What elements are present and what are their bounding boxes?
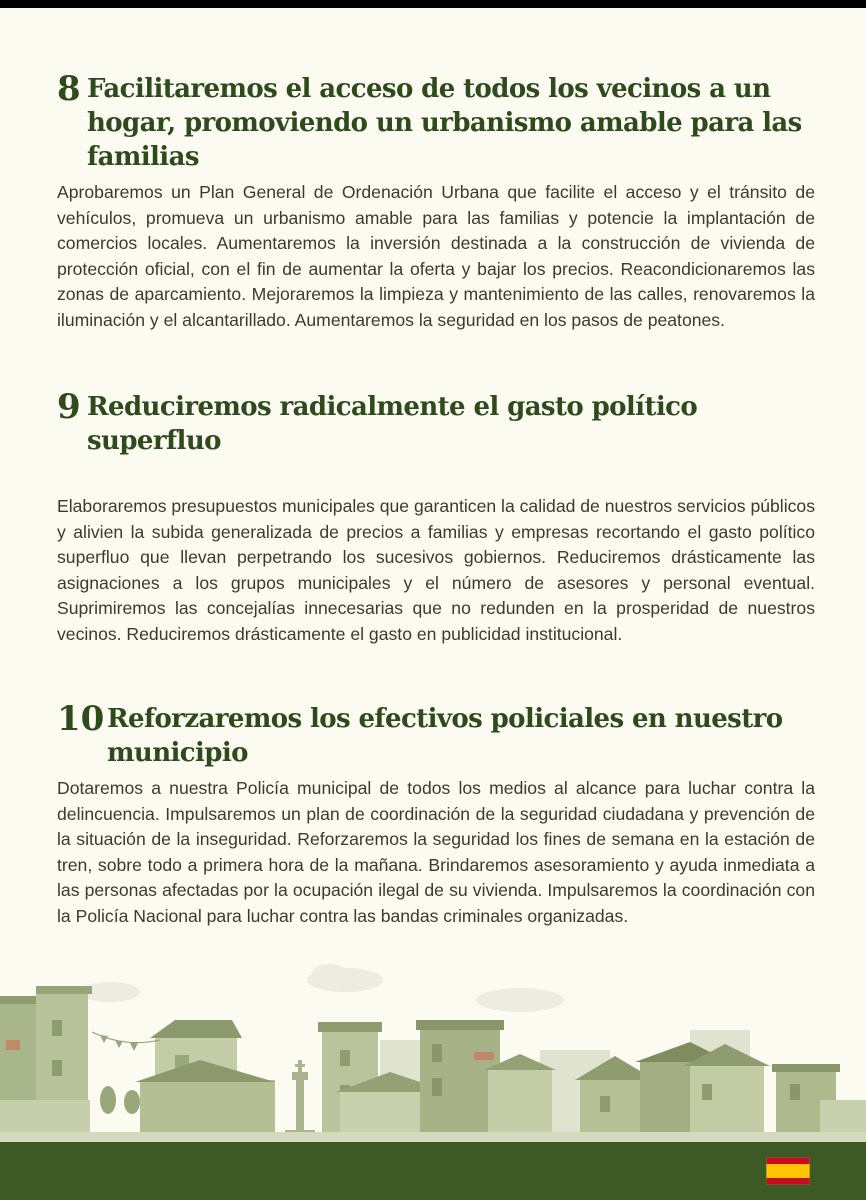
section-body: Dotaremos a nuestra Policía municipal de todos los medios al alcance para luchar contra la delincuencia. Impulsaremos un plan de coordinación de la seguridad ciudadana y prevención de la situación de la inseguridad. Reforzaremos la seguridad los fines de semana en la estación de tren, sobre todo a primera hora de la mañana. Brindaremos asesoramiento y ayuda inmediata a las personas afectadas por la ocupación ilegal de su vivienda. Impulsaremos la coordinación con la Policía Nacional para luchar contra las bandas criminales organizadas.	[57, 778, 815, 926]
section-10	[57, 699, 815, 929]
section-heading	[57, 699, 815, 770]
spain-flag-icon	[766, 1157, 810, 1185]
section-number: 8	[57, 69, 81, 109]
section-number: 10	[57, 699, 105, 739]
building	[416, 1020, 556, 1142]
section-9	[57, 387, 815, 647]
section-title: Facilitaremos el acceso de todos los vecinos a un hogar, promoviendo un urbanismo amable para las familias	[87, 74, 802, 172]
building	[135, 1020, 275, 1142]
section-heading	[57, 69, 815, 174]
section-number: 9	[57, 387, 81, 427]
section-title: Reforzaremos los efectivos policiales en nuestro municipio	[107, 704, 783, 768]
section-heading	[57, 387, 815, 458]
footer-bar	[0, 1142, 866, 1200]
building	[575, 1042, 866, 1142]
section-title: Reduciremos radicalmente el gasto político superfluo	[87, 392, 698, 456]
building	[0, 986, 92, 1142]
city-skyline-illustration	[0, 960, 866, 1142]
section-body: Aprobaremos un Plan General de Ordenación Urbana que facilite el acceso y el tránsito de vehículos, promueva un urbanismo amable para las familias y potencie la implantación de comercios locales. Aumentaremos la inversión destinada a la construcción de vivienda de protección oficial, con el fin de aumentar la oferta y bajar los precios. Reacondicionaremos las zonas de aparcamiento. Mejoraremos la limpieza y mantenimiento de las calles, renovaremos la iluminación y el alcantarillado. Aumentaremos la seguridad en los pasos de peatones.	[57, 182, 815, 330]
footer-slogan: Este 28 de mayo, vota VOX	[272, 15, 594, 41]
section-8	[57, 69, 815, 333]
section-body: Elaboraremos presupuestos municipales que garanticen la calidad de nuestros servicios públicos y alivien la subida generalizada de precios a familias y empresas recortando el gasto político superfluo que llevan perpetrando los sucesivos gobiernos. Reduciremos drásticamente las asignaciones a los grupos municipales y el número de asesores y personal eventual. Suprimiremos las concejalías innecesarias que no redunden en la prosperidad de nuestros vecinos. Reduciremos drásticamente el gasto en publicidad institucional.	[57, 496, 815, 644]
cloud-icon	[80, 964, 564, 1012]
monument	[285, 1060, 315, 1142]
